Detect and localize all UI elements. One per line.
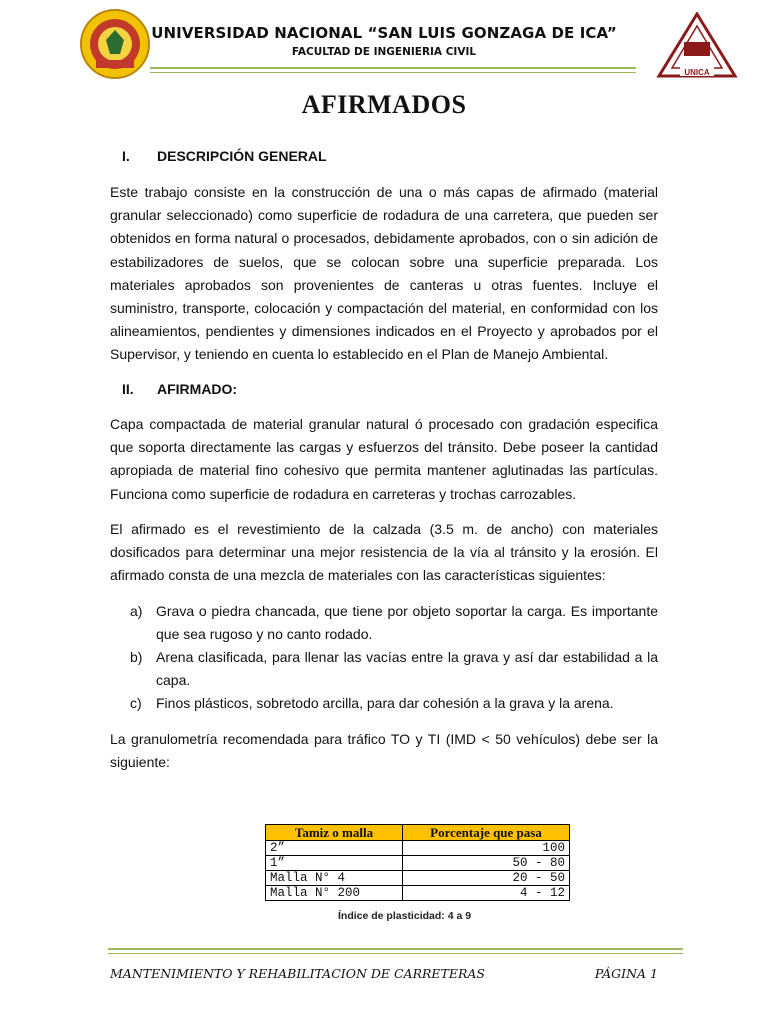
sieve-cell: 1”	[266, 856, 403, 871]
list-text: Arena clasificada, para llenar las vacías entre la grava y así dar estabilidad a la capa.	[156, 649, 658, 689]
svg-text:UNICA: UNICA	[684, 68, 710, 77]
table-row	[266, 871, 570, 886]
university-name: UNIVERSIDAD NACIONAL “SAN LUIS GONZAGA DE ICA”	[151, 24, 617, 42]
column-header-percent: Porcentaje que pasa	[402, 825, 569, 841]
list-text: Finos plásticos, sobretodo arcilla, para dar cohesión a la grava y la arena.	[156, 695, 614, 711]
list-text: Grava o piedra chancada, que tiene por objeto soportar la carga. Es importante que sea rugoso y no canto rodado.	[156, 603, 658, 643]
section-1-paragraph: Este trabajo consiste en la construcción de una o más capas de afirmado (material granular seleccionado) como superficie de rodadura de una carretera, que pueden ser obtenidos en forma natural o procesados, debidamente aprobados, con o sin adición de estabilizadores de suelos, que se colocan sobre una superficie preparada. Los materiales aprobados son provenientes de canteras u otras fuentes. Incluye el suministro, transporte, colocación y compactación del material, en conformidad con los alineamientos, pendientes y dimensiones indicados en el Proyecto y aprobados por el Supervisor, y teniendo en cuenta lo establecido en el Plan de Manejo Ambiental.	[110, 184, 658, 363]
gradation-table	[265, 824, 570, 901]
section-2-title: AFIRMADO:	[157, 381, 238, 397]
plasticity-index-note: Índice de plasticidad: 4 a 9	[338, 910, 472, 922]
sieve-cell: 2”	[266, 841, 403, 856]
header-divider	[150, 67, 636, 69]
footer-divider	[108, 948, 683, 950]
footer-page-number: PÁGINA 1	[594, 966, 658, 981]
sieve-cell: Malla N° 4	[266, 871, 403, 886]
section-1-number: I.	[122, 148, 130, 164]
list-item-c	[130, 692, 658, 715]
column-header-sieve: Tamiz o malla	[266, 825, 403, 841]
percent-cell: 4 - 12	[402, 886, 569, 901]
section-2-paragraph-3: La granulometría recomendada para tráfico TO y TI (IMD < 50 vehículos) debe ser la siguiente:	[110, 731, 658, 771]
list-marker: c)	[130, 695, 142, 711]
table-header-row	[266, 825, 570, 841]
percent-cell: 50 - 80	[402, 856, 569, 871]
percent-cell: 100	[402, 841, 569, 856]
section-2-paragraph-1: Capa compactada de material granular natural ó procesado con gradación especifica que soporta directamente las cargas y esfuerzos del tránsito. Debe poseer la cantidad apropiada de material fino cohesivo que permita mantener aglutinadas las partículas. Funciona como superficie de rodadura en carreteras y trochas carrozables.	[110, 416, 658, 502]
document-title: AFIRMADOS	[301, 90, 467, 119]
footer-course-title: MANTENIMIENTO Y REHABILITACION DE CARRETERAS	[110, 966, 485, 981]
section-1-heading	[122, 148, 522, 166]
university-seal-logo	[76, 8, 154, 80]
list-marker: b)	[130, 649, 143, 665]
sieve-cell: Malla N° 200	[266, 886, 403, 901]
section-2-heading	[122, 381, 522, 399]
footer-divider-thin	[108, 953, 683, 954]
faculty-name: FACULTAD DE INGENIERIA CIVIL	[291, 46, 477, 58]
percent-cell: 20 - 50	[402, 871, 569, 886]
list-item-a	[130, 600, 658, 646]
faculty-triangle-logo	[656, 12, 738, 78]
section-2-number: II.	[122, 381, 134, 397]
table-row	[266, 841, 570, 856]
list-marker: a)	[130, 603, 143, 619]
list-item-b	[130, 646, 658, 692]
table-row	[266, 886, 570, 901]
header-divider-thin	[150, 72, 636, 73]
section-2-paragraph-2: El afirmado es el revestimiento de la calzada (3.5 m. de ancho) con materiales dosificados para determinar una mejor resistencia de la vía al tránsito y la erosión. El afirmado consta de una mezcla de materiales con las características siguientes:	[110, 521, 658, 584]
table-row	[266, 856, 570, 871]
section-1-title: DESCRIPCIÓN GENERAL	[157, 148, 327, 164]
